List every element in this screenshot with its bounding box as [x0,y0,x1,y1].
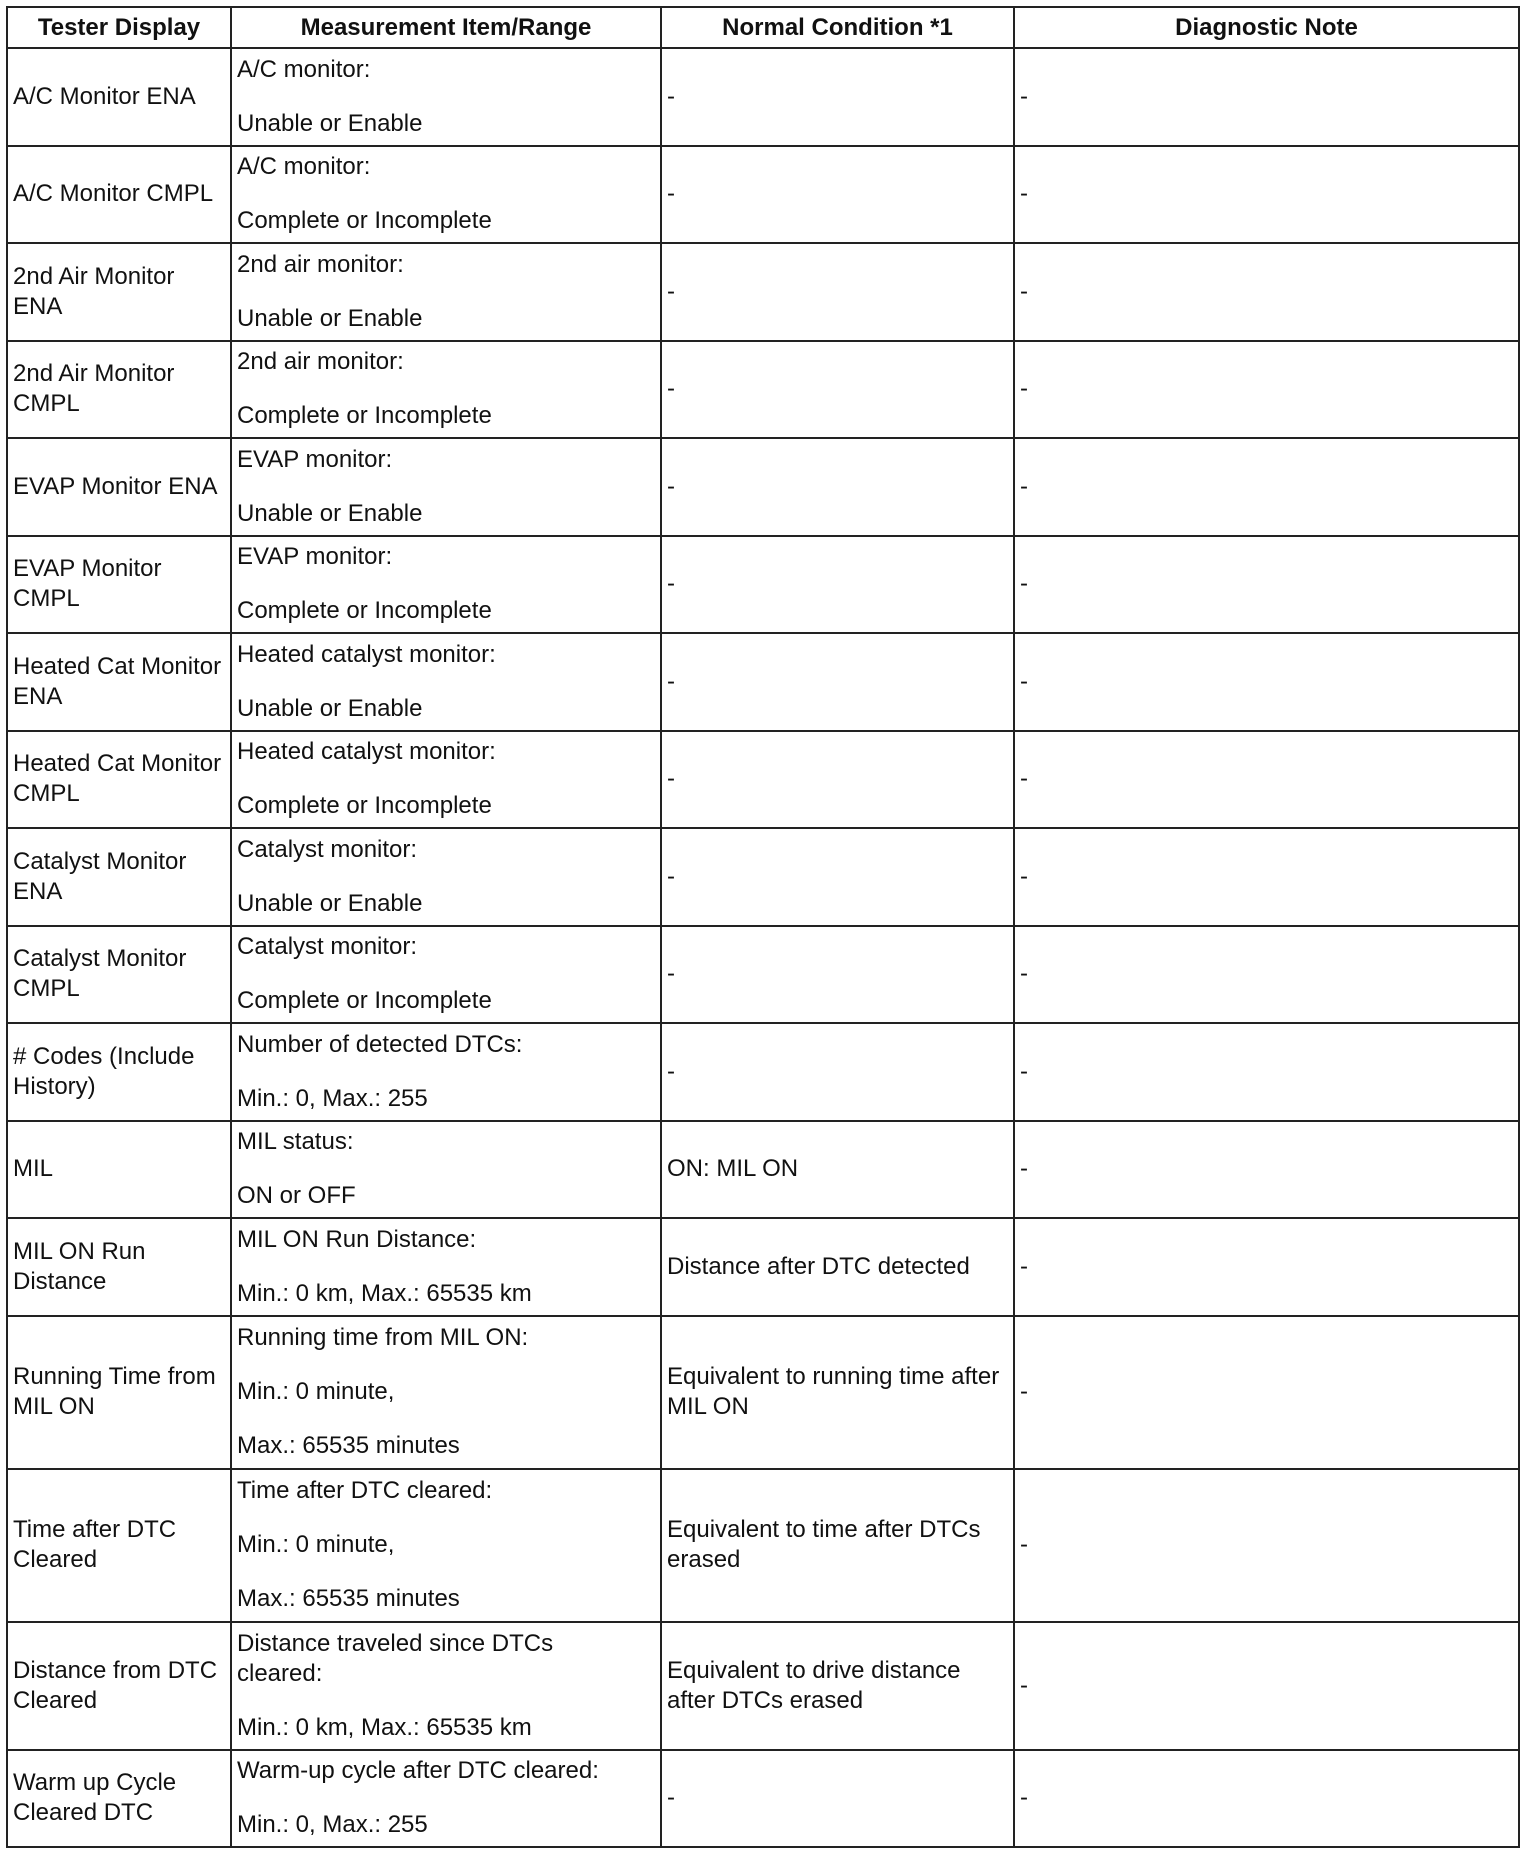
measurement-range: Unable or Enable [237,304,423,332]
tester-display-cell: EVAP Monitor ENA [7,438,231,536]
measurement-cell [231,1121,661,1219]
tester-display-cell: Time after DTC Cleared [7,1469,231,1622]
measurement-range: Complete or Incomplete [237,207,492,235]
normal-condition-cell: - [661,926,1014,1024]
diagnostic-note-cell: - [1014,1622,1519,1750]
normal-condition-cell: - [661,146,1014,244]
measurement-range: Complete or Incomplete [237,792,492,820]
measurement-label: Time after DTC cleared: [237,1477,493,1504]
table-row [7,1316,1519,1469]
measurement-label: MIL ON Run Distance: [237,1225,477,1253]
tester-display-cell: Catalyst Monitor ENA [7,828,231,926]
diagnostic-note-cell: - [1014,48,1519,146]
measurement-label: Heated catalyst monitor: [237,738,496,766]
measurement-label: Number of detected DTCs: [237,1030,523,1058]
measurement-label: EVAP monitor: [237,445,393,473]
tester-display-cell: A/C Monitor CMPL [7,146,231,244]
measurement-cell [231,1023,661,1121]
measurement-range: Complete or Incomplete [237,987,492,1015]
measurement-range: Complete or Incomplete [237,597,492,625]
measurement-label: Warm-up cycle after DTC cleared: [237,1757,599,1785]
tester-display-cell: Heated Cat Monitor CMPL [7,731,231,829]
measurement-range: Unable or Enable [237,499,423,527]
measurement-label: A/C monitor: [237,153,371,181]
normal-condition-cell: Distance after DTC detected [661,1218,1014,1316]
table-row [7,1750,1519,1848]
table-row [7,438,1519,536]
diagnostic-note-cell: - [1014,1469,1519,1622]
table-row [7,536,1519,634]
normal-condition-cell: - [661,1750,1014,1848]
measurement-label: Catalyst monitor: [237,835,418,863]
normal-condition-cell: - [661,731,1014,829]
measurement-label: Heated catalyst monitor: [237,640,496,668]
measurement-cell [231,1218,661,1316]
measurement-range-max: Max.: 65535 minutes [237,1432,460,1459]
measurement-range-min: Min.: 0 minute, [237,1531,395,1558]
measurement-cell [231,926,661,1024]
diagnostic-note-cell: - [1014,536,1519,634]
measurement-cell [231,1469,661,1622]
table-row [7,48,1519,146]
table-row [7,633,1519,731]
normal-condition-cell: - [661,633,1014,731]
measurement-cell [231,633,661,731]
diagnostic-note-cell: - [1014,926,1519,1024]
measurement-range: Min.: 0, Max.: 255 [237,1084,428,1112]
diagnostic-note-cell: - [1014,341,1519,439]
measurement-label: Distance traveled since DTCs [237,1629,554,1657]
measurement-range: Min.: 0, Max.: 255 [237,1811,428,1839]
measurement-range: ON or OFF [237,1182,356,1210]
measurement-cell [231,536,661,634]
diagnostic-note-cell: - [1014,1218,1519,1316]
tester-display-cell: Running Time from MIL ON [7,1316,231,1469]
measurement-cell [231,243,661,341]
measurement-range: Complete or Incomplete [237,402,492,430]
measurement-label: A/C monitor: [237,55,371,83]
tester-display-cell: Warm up Cycle Cleared DTC [7,1750,231,1848]
measurement-label: MIL status: [237,1128,354,1156]
table-row [7,1622,1519,1750]
normal-condition-cell: - [661,536,1014,634]
measurement-cell [231,48,661,146]
tester-display-cell: Catalyst Monitor CMPL [7,926,231,1024]
measurement-cell [231,438,661,536]
tester-display-cell: A/C Monitor ENA [7,48,231,146]
measurement-range-max: Max.: 65535 minutes [237,1585,460,1612]
tester-data-sheet [6,6,1518,1848]
header-normal-condition: Normal Condition *1 [661,7,1014,48]
diagnostic-note-cell: - [1014,731,1519,829]
table-row [7,828,1519,926]
tester-display-cell: # Codes (Include History) [7,1023,231,1121]
table-row [7,1218,1519,1316]
header-tester-display: Tester Display [7,7,231,48]
table-row [7,926,1519,1024]
table-row [7,341,1519,439]
measurement-cell [231,1750,661,1848]
table-row [7,1121,1519,1219]
normal-condition-cell: ON: MIL ON [661,1121,1014,1219]
table-row [7,146,1519,244]
normal-condition-cell: - [661,438,1014,536]
tester-display-cell: 2nd Air Monitor ENA [7,243,231,341]
table-row [7,731,1519,829]
measurement-cell [231,828,661,926]
measurement-label: 2nd air monitor: [237,250,404,278]
normal-condition-cell: - [661,828,1014,926]
diagnostic-note-cell: - [1014,828,1519,926]
normal-condition-cell: - [661,341,1014,439]
header-diagnostic-note: Diagnostic Note [1014,7,1519,48]
measurement-range: Min.: 0 km, Max.: 65535 km [237,1713,532,1741]
diagnostic-note-cell: - [1014,438,1519,536]
tester-display-cell: EVAP Monitor CMPL [7,536,231,634]
diagnostic-note-cell: - [1014,146,1519,244]
measurement-cell [231,341,661,439]
normal-condition-cell: - [661,48,1014,146]
diagnostic-note-cell: - [1014,633,1519,731]
table-row [7,1469,1519,1622]
table-row [7,243,1519,341]
measurement-label: EVAP monitor: [237,543,393,571]
measurement-range: Unable or Enable [237,109,423,137]
tester-display-cell: MIL [7,1121,231,1219]
normal-condition-cell: Equivalent to time after DTCs erased [661,1469,1014,1622]
tester-display-cell: Distance from DTC Cleared [7,1622,231,1750]
normal-condition-cell: - [661,1023,1014,1121]
diagnostic-note-cell: - [1014,1316,1519,1469]
table-row [7,1023,1519,1121]
header-measurement-item: Measurement Item/Range [231,7,661,48]
measurement-label-cont: cleared: [237,1659,323,1687]
normal-condition-cell: Equivalent to drive distance after DTCs erased [661,1622,1014,1750]
normal-condition-cell: Equivalent to running time after MIL ON [661,1316,1014,1469]
tester-display-cell: 2nd Air Monitor CMPL [7,341,231,439]
measurement-range: Unable or Enable [237,889,423,917]
measurement-range: Unable or Enable [237,694,423,722]
diagnostic-note-cell: - [1014,243,1519,341]
measurement-cell [231,731,661,829]
diagnostic-note-cell: - [1014,1750,1519,1848]
diagnostic-note-cell: - [1014,1121,1519,1219]
diagnostic-note-cell: - [1014,1023,1519,1121]
data-list-table [6,6,1520,1848]
measurement-range: Min.: 0 km, Max.: 65535 km [237,1279,532,1307]
measurement-cell [231,1622,661,1750]
measurement-cell [231,146,661,244]
header-row [7,7,1519,48]
tester-display-cell: MIL ON Run Distance [7,1218,231,1316]
normal-condition-cell: - [661,243,1014,341]
measurement-label: Running time from MIL ON: [237,1324,529,1351]
tester-display-cell: Heated Cat Monitor ENA [7,633,231,731]
measurement-range-min: Min.: 0 minute, [237,1378,395,1405]
measurement-label: 2nd air monitor: [237,348,404,376]
measurement-label: Catalyst monitor: [237,933,418,961]
measurement-cell [231,1316,661,1469]
